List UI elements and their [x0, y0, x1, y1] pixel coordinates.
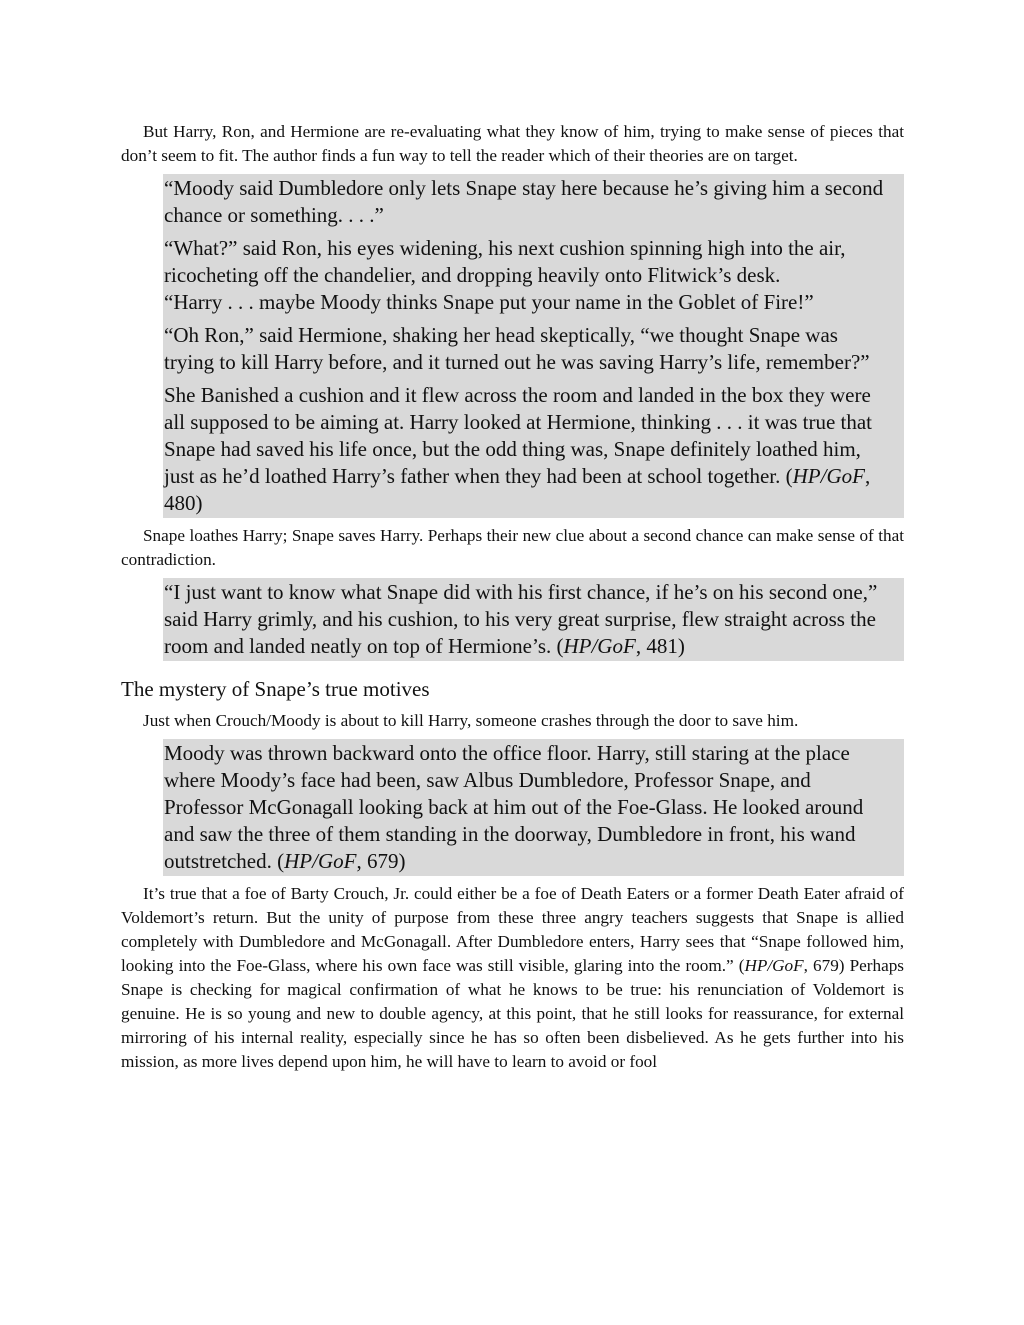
- quote-paragraph: “Harry . . . maybe Moody thinks Snape put your name in the Goblet of Fire!”: [164, 290, 814, 314]
- citation-page: , 679): [356, 849, 406, 873]
- body-paragraph: [121, 882, 904, 1074]
- citation-title: HP/GoF: [284, 849, 357, 873]
- quote-paragraph: “Oh Ron,” said Hermione, shaking her head skeptically, “we thought Snape was trying to kill Harry before, and it turned out he was saving Harry’s life, remember?”: [164, 323, 870, 374]
- quote-paragraph: [164, 382, 892, 517]
- paragraph-text: It’s true that a foe of Barty Crouch, Jr. could either be a foe of Death Eaters or a former Death Eater afraid of Voldemort’s return. But the unity of purpose from these three angry teachers suggests that Snape is allied completely with Dumbledore and McGonagall. After Dumbledore enters, Harry sees that “Snape followed him, looking into the Foe-Glass, where his own face was still visible, glaring into the room.” (: [121, 884, 904, 975]
- citation-page: , 481): [635, 634, 685, 658]
- body-paragraph: Snape loathes Harry; Snape saves Harry. Perhaps their new clue about a second chance can make sense of that contradiction.: [121, 526, 904, 569]
- block-quote: [163, 739, 904, 876]
- quote-paragraph: “Moody said Dumbledore only lets Snape stay here because he’s giving him a second chance or something. . . .”: [164, 176, 884, 227]
- block-quote: [163, 578, 904, 661]
- page-body: [121, 120, 904, 1080]
- citation-page: , 480): [164, 464, 871, 515]
- section-heading: The mystery of Snape’s true motives: [121, 677, 430, 701]
- citation-title: HP/GoF: [744, 956, 804, 975]
- quote-paragraph: “What?” said Ron, his eyes widening, his next cushion spinning high into the air, ricocheting off the chandelier, and dropping heavily onto Flitwick’s desk.: [164, 236, 846, 287]
- quote-text: She Banished a cushion and it flew across the room and landed in the box they were all supposed to be aiming at. Harry looked at Hermione, thinking . . . it was true that Snape had saved his life once, but the odd thing was, Snape definitely loathed him, just as he’d loathed Harry’s father when they had been at school together. (: [164, 383, 873, 488]
- body-paragraph: But Harry, Ron, and Hermione are re-evaluating what they know of him, trying to make sense of pieces that don’t seem to fit. The author finds a fun way to tell the reader which of their theories are on target.: [121, 122, 904, 165]
- block-quote: [163, 174, 904, 518]
- citation-title: HP/GoF: [563, 634, 636, 658]
- quote-text: “I just want to know what Snape did with his first chance, if he’s on his second one,” said Harry grimly, and his cushion, to his very great surprise, flew straight across the room and landed neatly on top of Hermione’s. (: [164, 580, 878, 658]
- quote-paragraph: [164, 740, 892, 875]
- quote-text: Moody was thrown backward onto the office floor. Harry, still staring at the place where Moody’s face had been, saw Albus Dumbledore, Professor Snape, and Professor McGonagall looking back at him out of the Foe-Glass. He looked around and saw the three of them standing in the doorway, Dumbledore in front, his wand outstretched. (: [164, 741, 864, 873]
- quote-paragraph: [164, 579, 892, 660]
- citation-title: HP/GoF: [792, 464, 865, 488]
- paragraph-text: , 679) Perhaps Snape is checking for magical confirmation of what he knows to be true: his renunciation of Voldemort is genuine. He is so young and new to double agency, at this point, that he still looks for reassurance, for external mirroring of his internal reality, especially since he has so often been disbelieved. As he gets further into his mission, as more lives depend upon him, he will have to learn to avoid or fool: [121, 956, 905, 1071]
- body-paragraph: Just when Crouch/Moody is about to kill Harry, someone crashes through the door to save him.: [143, 711, 799, 730]
